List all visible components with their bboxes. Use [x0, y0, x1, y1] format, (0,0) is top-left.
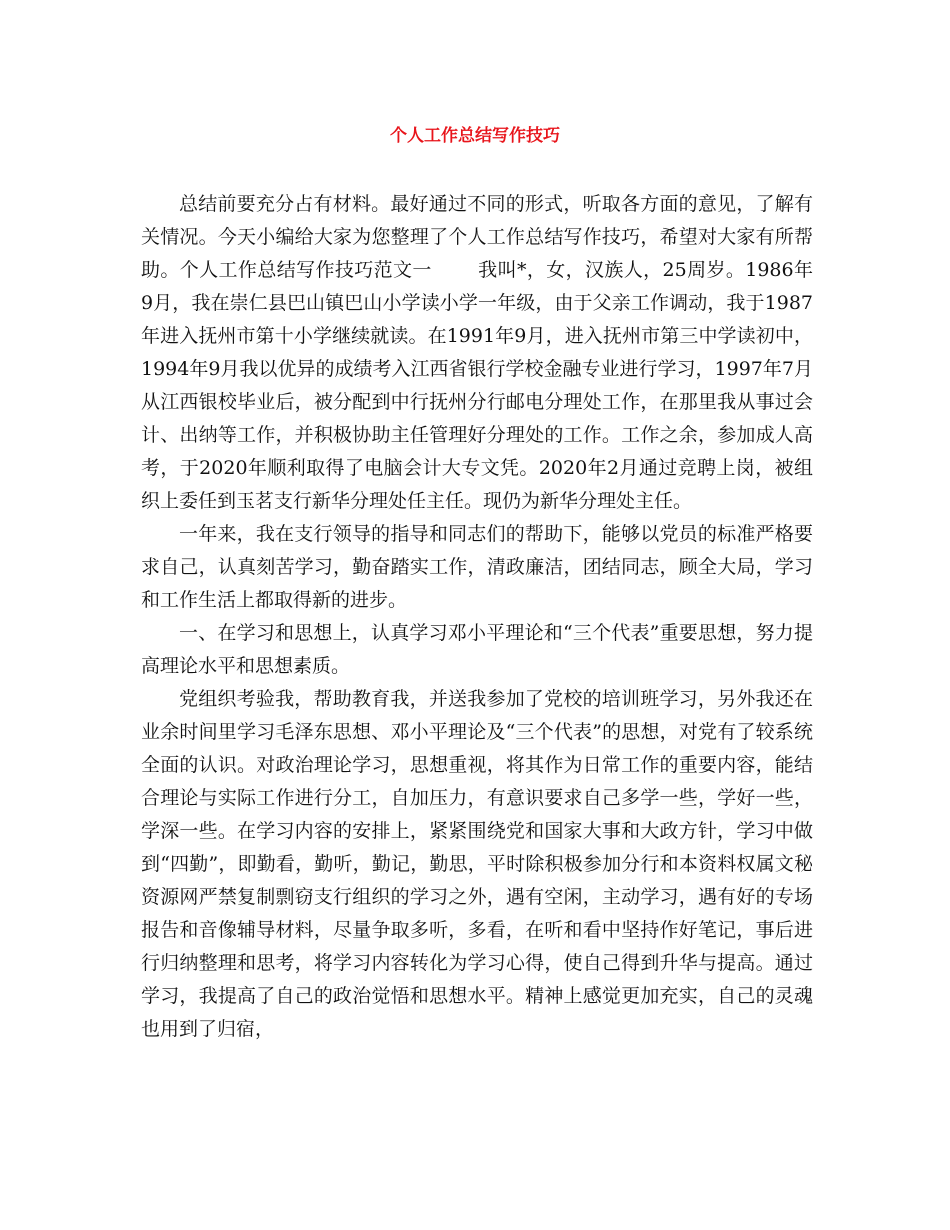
document-title: 个人工作总结写作技巧 [390, 126, 560, 146]
paragraph-intro [141, 188, 813, 518]
document-body [141, 188, 813, 1046]
paragraph-year-summary: 一年来，我在支行领导的指导和同志们的帮助下，能够以党员的标准严格要求自己，认真刻苦学习，勤奋踏实工作，清政廉洁，团结同志，顾全大局，学习和工作生活上都取得新的进步。 [141, 523, 813, 611]
biography-text: 我叫*，女，汉族人，25周岁。1986年9月，我在崇仁县巴山镇巴山小学读小学一年级，由于父亲工作调动，我于1987年进入抚州市第十小学继续就读。在1991年9月，进入抚州市第三中学读初中，1994年9月我以优异的成绩考入江西省银行学校金融专业进行学习，1997年7月从江西银校毕业后，被分配到中行抚州分行邮电分理处工作，在那里我从事过会计、出纳等工作，并积极协助主任管理好分理处的工作。工作之余，参加成人高考，于2020年顺利取得了电脑会计大专文凭。2020年2月通过竞聘上岗，被组织上委任到玉茗支行新华分理处任主任。现仍为新华分理处主任。 [141, 259, 813, 512]
paragraph-study-details: 党组织考验我，帮助教育我，并送我参加了党校的培训班学习，另外我还在业余时间里学习毛泽东思想、邓小平理论及“三个代表”的思想，对党有了较系统全面的认识。对政治理论学习，思想重视，将其作为日常工作的重要内容，能结合理论与实际工作进行分工，自加压力，有意识要求自己多学一些，学好一些，学深一些。在学习内容的安排上，紧紧围绕党和国家大事和大政方针，学习中做到“四勤”，即勤看，勤听，勤记，勤思，平时除积极参加分行和本资料权属文秘资源网严禁复制剽窃支行组织的学习之外，遇有空闲，主动学习，遇有好的专场报告和音像辅导材料，尽量争取多听，多看，在听和看中坚持作好笔记，事后进行归纳整理和思考，将学习内容转化为学习心得，使自己得到升华与提高。通过学习，我提高了自己的政治觉悟和思想水平。精神上感觉更加充实，自己的灵魂也用到了归宿， [141, 688, 813, 1040]
paragraph-section-one-heading: 一、在学习和思想上，认真学习邓小平理论和“三个代表”重要思想，努力提高理论水平和思想素质。 [141, 622, 813, 677]
intro-text: 总结前要充分占有材料。最好通过不同的形式，听取各方面的意见，了解有关情况。今天小编给大家为您整理了个人工作总结写作技巧，希望对大家有所帮助。个人工作总结写作技巧范文一 [141, 193, 813, 281]
